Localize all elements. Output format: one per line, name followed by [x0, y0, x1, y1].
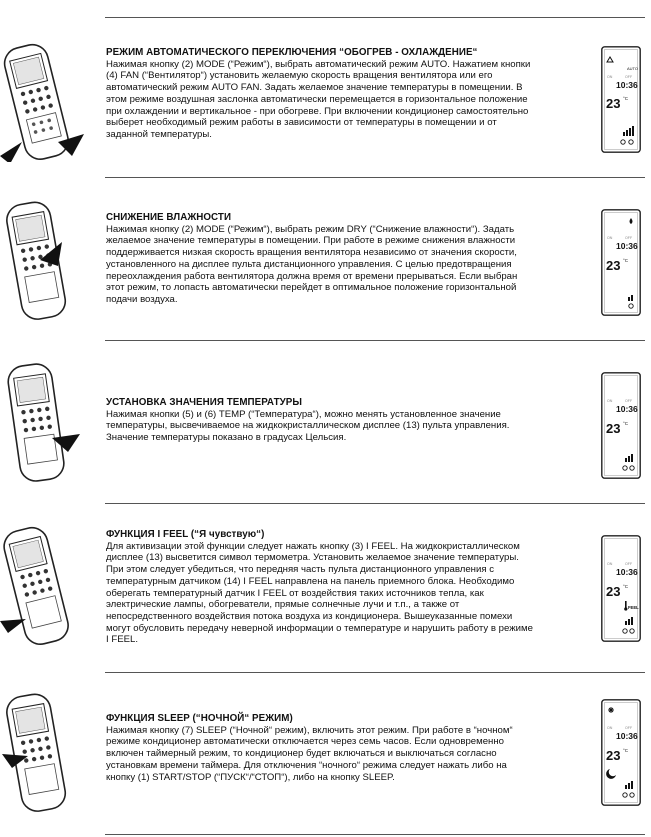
section-divider	[105, 834, 645, 835]
off-label: OFF	[625, 75, 633, 79]
lcd-display	[601, 46, 641, 153]
section-divider	[105, 177, 645, 178]
temperature-unit: °C	[623, 96, 629, 101]
on-label: ON	[607, 726, 613, 730]
remote-control-illustration	[0, 690, 86, 814]
on-label: ON	[607, 75, 613, 79]
lcd-display	[601, 209, 641, 316]
section-title: ФУНКЦИЯ SLEEP (“НОЧНОЙ“ РЕЖИМ)	[106, 713, 293, 724]
off-label: OFF	[625, 399, 633, 403]
section-title: РЕЖИМ АВТОМАТИЧЕСКОГО ПЕРЕКЛЮЧЕНИЯ “ОБОГРЕВ - ОХЛАЖДЕНИЕ“	[106, 47, 478, 58]
section-text	[106, 47, 538, 141]
section-divider	[105, 672, 645, 673]
auto-label: AUTO	[627, 66, 639, 71]
temperature-unit: °C	[623, 748, 629, 753]
section-text	[106, 212, 538, 306]
off-label: OFF	[625, 726, 633, 730]
time-readout: 10:36	[616, 731, 638, 741]
section-divider	[105, 340, 645, 341]
section-text	[106, 397, 538, 444]
remote-control-illustration	[0, 38, 86, 162]
section-text	[106, 713, 538, 783]
temperature-readout: 23	[606, 96, 621, 111]
on-label: ON	[607, 399, 613, 403]
section-body: Нажимая кнопки (5) и (6) TEMP (“Температура“), можно менять установленное значение температуры, высвечиваемое на жидкокристаллическом дисплее (13) пульта управления. Значение температуры показано в градусах Цельсия.	[106, 408, 510, 444]
section-divider	[105, 17, 645, 18]
i-feel-label: FEEL	[628, 605, 639, 610]
section-title: СНИЖЕНИЕ ВЛАЖНОСТИ	[106, 212, 232, 223]
remote-control-illustration	[0, 360, 86, 484]
time-readout: 10:36	[616, 241, 638, 251]
section-title: ФУНКЦИЯ I FEEL (“Я чувствую“)	[106, 529, 265, 540]
lcd-display	[601, 699, 641, 806]
temperature-readout: 23	[606, 584, 621, 599]
remote-control-illustration	[0, 523, 86, 647]
on-label: ON	[607, 562, 613, 566]
temperature-readout: 23	[606, 258, 621, 273]
section-body: Нажимая кнопку (2) MODE (“Режим“), выбрать режим DRY (“Снижение влажности“). Задать желаемое значение температуры в помещении. При работе в режиме снижения влажности поддерживается низкая скорость вращения вентилятора независимо от значения скорости, установленного на дисплее пульта дистанционного управления. С целью предотвращения переохлаждения работа вентилятора должна время от времени прерываться. Если выбран этот режим, то лопасть автоматически перейдет в оптимальное положение горизонтальной подачи воздуха.	[106, 223, 518, 305]
temperature-unit: °C	[623, 584, 629, 589]
lcd-display	[601, 372, 641, 479]
section-body: Нажимая кнопку (2) MODE (“Режим“), выбрать автоматический режим AUTO. Нажатием кнопки (4) FAN (“Вентилятор“) установить желаемую скорость вращения вентилятора или его автоматический режим AUTO FAN. Задать желаемое значение температуры в помещении. В этом режиме воздушная заслонка автоматически перемещается в горизонтальное положение при охлаждении и вертикальное - при обогреве. При включении кондиционер самостоятельно выберет необходимый режим работы в зависимости от температуры в помещении и от заданной температуры.	[106, 58, 531, 140]
off-label: OFF	[625, 562, 633, 566]
temperature-readout: 23	[606, 421, 621, 436]
temperature-readout: 23	[606, 748, 621, 763]
section-text	[106, 529, 538, 646]
time-readout: 10:36	[616, 404, 638, 414]
temperature-unit: °C	[623, 421, 629, 426]
section-title: УСТАНОВКА ЗНАЧЕНИЯ ТЕМПЕРАТУРЫ	[106, 397, 302, 408]
on-label: ON	[607, 236, 613, 240]
lcd-display	[601, 535, 641, 642]
temperature-unit: °C	[623, 258, 629, 263]
time-readout: 10:36	[616, 567, 638, 577]
section-body: Для активизации этой функции следует нажать кнопку (3) I FEEL. На жидкокристаллическом дисплее (13) высветится символ термометра. Установить желаемое значение температуры. При этом следует убедиться, что передняя часть пульта дистанционного управления с температурным датчиком (14) I FEEL направлена на панель приемного блока. Необходимо оберегать температурный датчик I FEEL от воздействия таких источников тепла, как электрические лампы, обогреватели, прямые солнечные лучи и т.п., а также от непосредственного воздействия потока воздуха из кондиционера. Вышеуказанные помехи могут обусловить передачу неверной информации о температуре и нарушить работу в режиме I FEEL.	[106, 540, 533, 646]
time-readout: 10:36	[616, 80, 638, 90]
section-divider	[105, 503, 645, 504]
remote-control-illustration	[0, 198, 86, 322]
off-label: OFF	[625, 236, 633, 240]
section-body: Нажимая кнопку (7) SLEEP (“Ночной“ режим), включить этот режим. При работе в “ночном“ режиме кондиционер автоматически отключается через семь часов. Если одновременно включен таймерный режим, то кондиционер будет включаться и выключаться согласно установкам времени таймера. Для отключения “ночного“ режима следует нажать либо на кнопку (1) START/STOP (“ПУСК“/“СТОП“), либо на кнопку SLEEP.	[106, 724, 513, 783]
